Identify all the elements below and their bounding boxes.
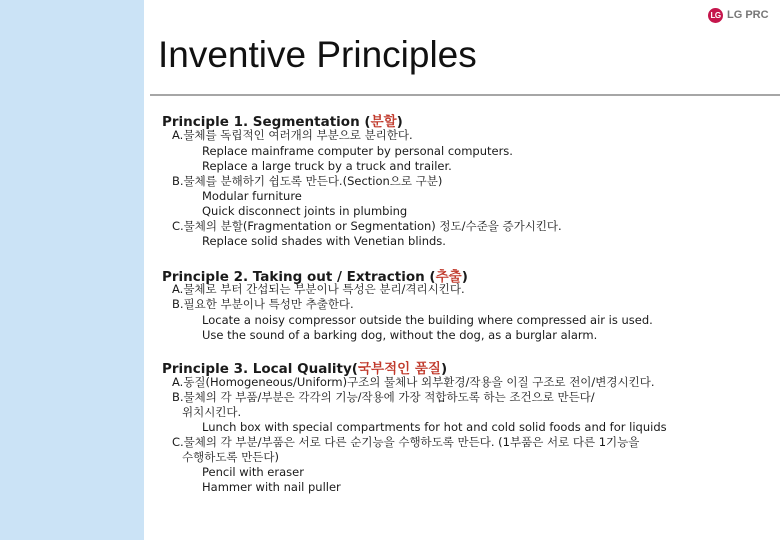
title-divider	[150, 94, 780, 96]
principle-3-heading-korean: 국부적인 품질	[357, 361, 441, 377]
principle-3-heading	[162, 357, 447, 377]
principle-1-example: Replace a large truck by a truck and trailer.	[202, 159, 452, 173]
principle-2-line: B.필요한 부분이나 특성만 추출한다.	[172, 297, 354, 311]
principle-3-heading-text: Principle 3. Local Quality(	[162, 361, 358, 377]
side-bar	[0, 0, 144, 540]
principle-1-line: B.물체를 분해하기 쉽도록 만든다.(Section으로 구분)	[172, 174, 443, 188]
principle-2-heading-korean: 추출	[435, 269, 462, 285]
principle-1-example: Quick disconnect joints in plumbing	[202, 204, 408, 218]
principle-2-example: Locate a noisy compressor outside the building where compressed air is used.	[202, 313, 653, 327]
logo	[708, 6, 769, 24]
principle-2-line: A.물체로 부터 간섭되는 부분이나 특성은 분리/격리시킨다.	[172, 282, 465, 296]
logo-text: LG PRC	[727, 9, 769, 21]
principle-1-line: A.물체를 독립적인 여러개의 부분으로 분리한다.	[172, 128, 413, 142]
page-title: Inventive Principles	[158, 34, 477, 75]
principle-1-heading-end: )	[396, 114, 403, 130]
principle-1-heading	[162, 110, 403, 130]
principle-2-heading-end: )	[461, 269, 468, 285]
principle-1-example: Replace mainframe computer by personal computers.	[202, 144, 513, 158]
principle-2-example: Use the sound of a barking dog, without the dog, as a burglar alarm.	[202, 328, 598, 342]
principle-3-example: Lunch box with special compartments for hot and cold solid foods and for liquids	[202, 420, 667, 434]
principle-1-example: Replace solid shades with Venetian blinds.	[202, 234, 446, 248]
principle-3-heading-end: )	[440, 361, 448, 377]
principle-1-heading-korean: 분할	[370, 114, 397, 130]
principle-1-example: Modular furniture	[202, 189, 302, 203]
principle-1-line: C.물체의 분할(Fragmentation or Segmentation) 정도/수준을 증가시킨다.	[172, 219, 562, 233]
principle-3-example: Hammer with nail puller	[202, 480, 341, 494]
lg-logo-icon: LG	[708, 8, 723, 23]
principle-3-line: 위치시킨다.	[182, 405, 242, 419]
principle-3-line: B.물체의 각 부품/부분은 각각의 기능/작용에 가장 적합하도록 하는 조건으로 만든다/	[172, 390, 595, 404]
principle-3-example: Pencil with eraser	[202, 465, 304, 479]
principle-3-line: 수행하도록 만든다)	[182, 450, 280, 464]
principle-2-heading-text: Principle 2. Taking out / Extraction (	[162, 269, 436, 285]
principle-3-line: C.물체의 각 부분/부품은 서로 다른 순기능을 수행하도록 만든다. (1부품은 서로 다른 1기능을	[172, 435, 640, 449]
principle-1-heading-text: Principle 1. Segmentation (	[162, 114, 371, 130]
principle-3-line: A.동질(Homogeneous/Uniform)구조의 물체나 외부환경/작용을 이질 구조로 전이/변경시킨다.	[172, 375, 655, 389]
